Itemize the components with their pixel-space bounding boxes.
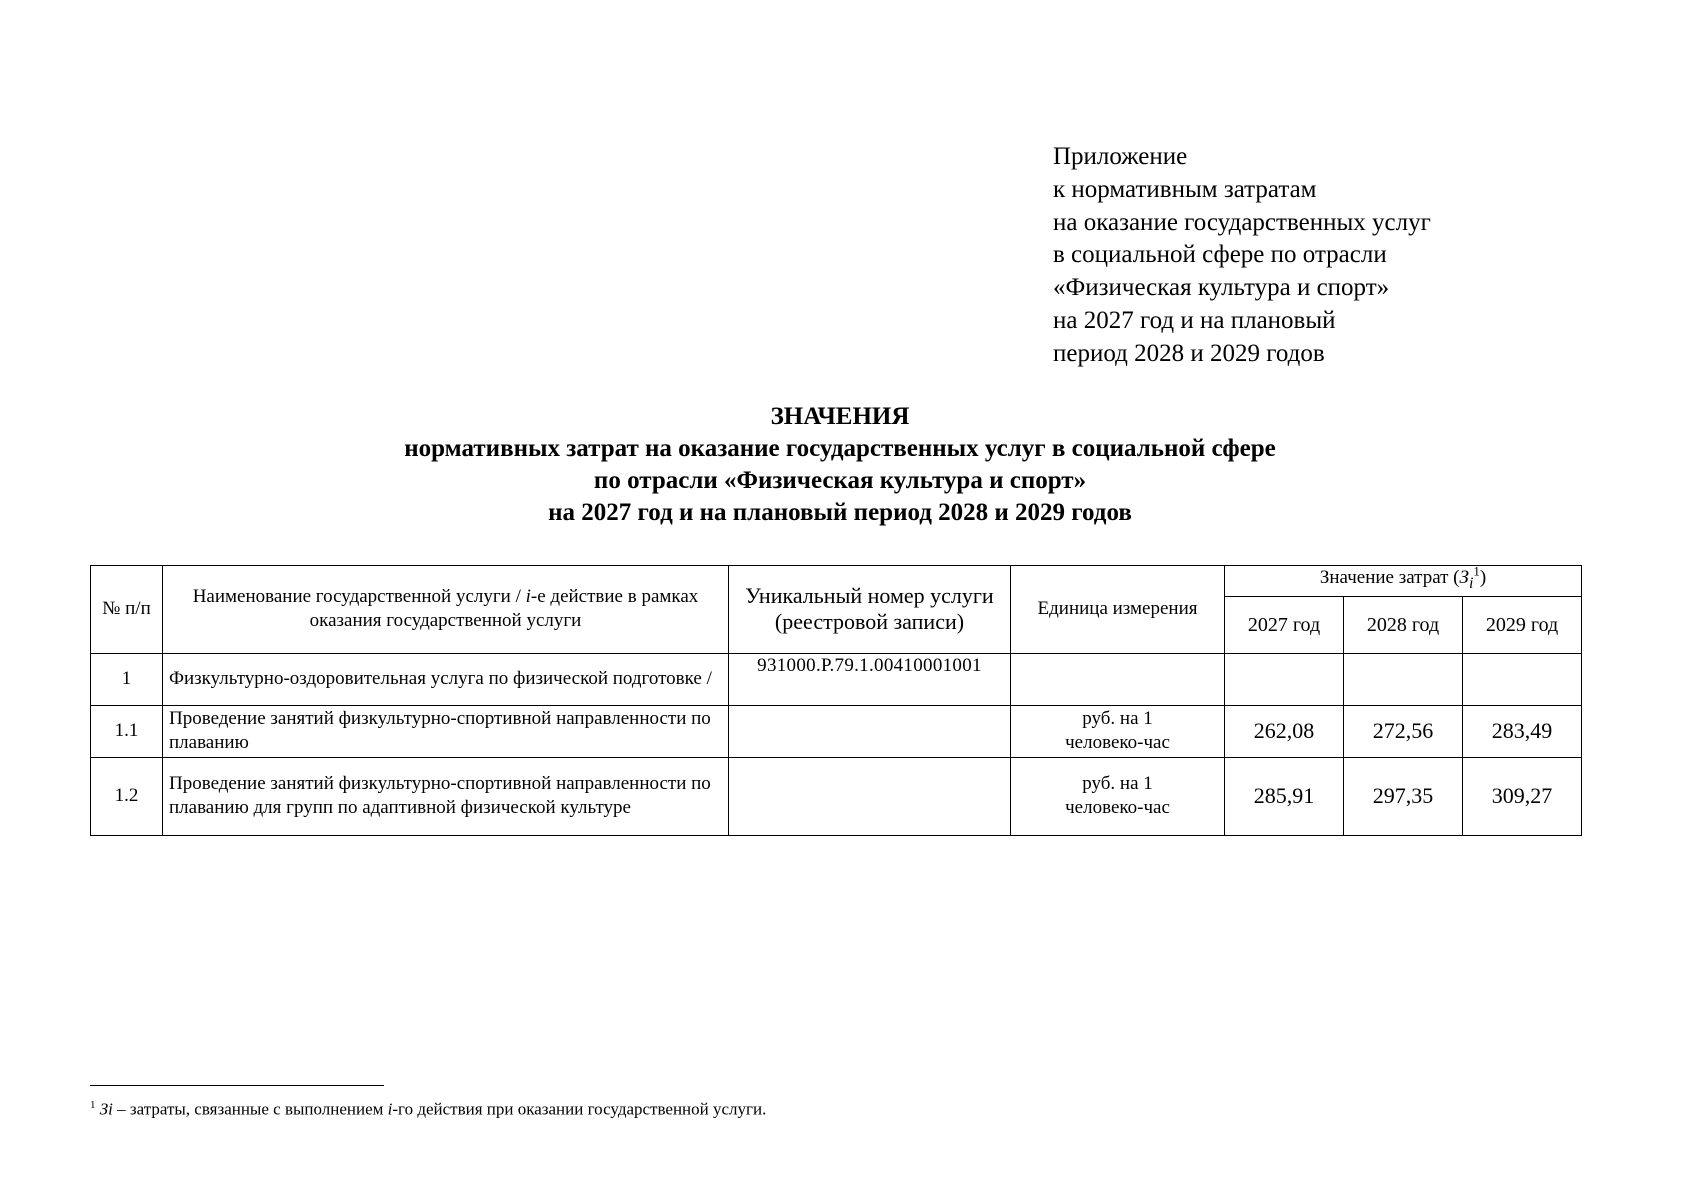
header-cost-group: Значение затрат $(З_i^1)$ [1225,566,1582,597]
appendix-line: в социальной сфере по отрасли [1053,241,1387,269]
table-row [91,757,1582,835]
appendix-line: период 2028 и 2029 годов [1053,339,1325,367]
header-code: Уникальный номер услуги (реестровой записи) [729,566,1011,654]
row-name: Проведение занятий физкультурно-спортивной направленности по плаванию для групп по адаптивной физической культуре [163,757,729,835]
row-num: 1.1 [91,705,163,757]
row-unit: руб. на 1 человеко-час [1011,705,1225,757]
header-year-2027: 2027 год [1225,596,1344,653]
footnote-divider [90,1085,384,1086]
row-num: 1.2 [91,757,163,835]
row-unit [1011,653,1225,705]
costs-table [90,565,1582,836]
appendix-line: «Физическая культура и спорт» [1053,274,1390,302]
row-value-2028: 272,56 [1344,705,1463,757]
row-code [729,705,1011,757]
row-name: Проведение занятий физкультурно-спортивной направленности по плаванию [163,705,729,757]
row-value-2029: 309,27 [1463,757,1582,835]
table-row [91,705,1582,757]
row-value-2029: 283,49 [1463,705,1582,757]
row-value-2029 [1463,653,1582,705]
row-code: 931000.Р.79.1.00410001001 [729,653,1011,705]
document-heading [0,401,1680,529]
header-year-2029: 2029 год [1463,596,1582,653]
header-year-2028: 2028 год [1344,596,1463,653]
row-value-2027: 262,08 [1225,705,1344,757]
row-value-2027 [1225,653,1344,705]
appendix-line: на 2027 год и на плановый [1053,306,1336,334]
row-unit: руб. на 1 человеко-час [1011,757,1225,835]
header-unit: Единица измерения [1011,566,1225,654]
appendix-line: Приложение [1053,143,1188,170]
header-name: Наименование государственной услуги / i-е действие в рамках оказания государственной услуги [163,566,729,654]
heading-line: на 2027 год и на плановый период 2028 и 2029 годов [548,499,1132,526]
heading-line: нормативных затрат на оказание государственных услуг в социальной сфере [404,435,1276,462]
row-name: Физкультурно-оздоровительная услуга по физической подготовке / [163,653,729,705]
row-value-2028: 297,35 [1344,757,1463,835]
row-num: 1 [91,653,163,705]
footnote: $^1$ Зi – затраты, связанные с выполнением i-го действия при оказании государственной услуги. [90,1099,767,1119]
appendix-block [1053,141,1431,371]
document-title: ЗНАЧЕНИЯ [770,403,910,430]
table-row [91,653,1582,705]
header-num: № п/п [91,566,163,654]
heading-line: по отрасли «Физическая культура и спорт» [593,467,1087,494]
row-value-2028 [1344,653,1463,705]
row-value-2027: 285,91 [1225,757,1344,835]
appendix-line: к нормативным затратам [1053,175,1317,203]
row-code [729,757,1011,835]
appendix-line: на оказание государственных услуг [1053,208,1431,236]
